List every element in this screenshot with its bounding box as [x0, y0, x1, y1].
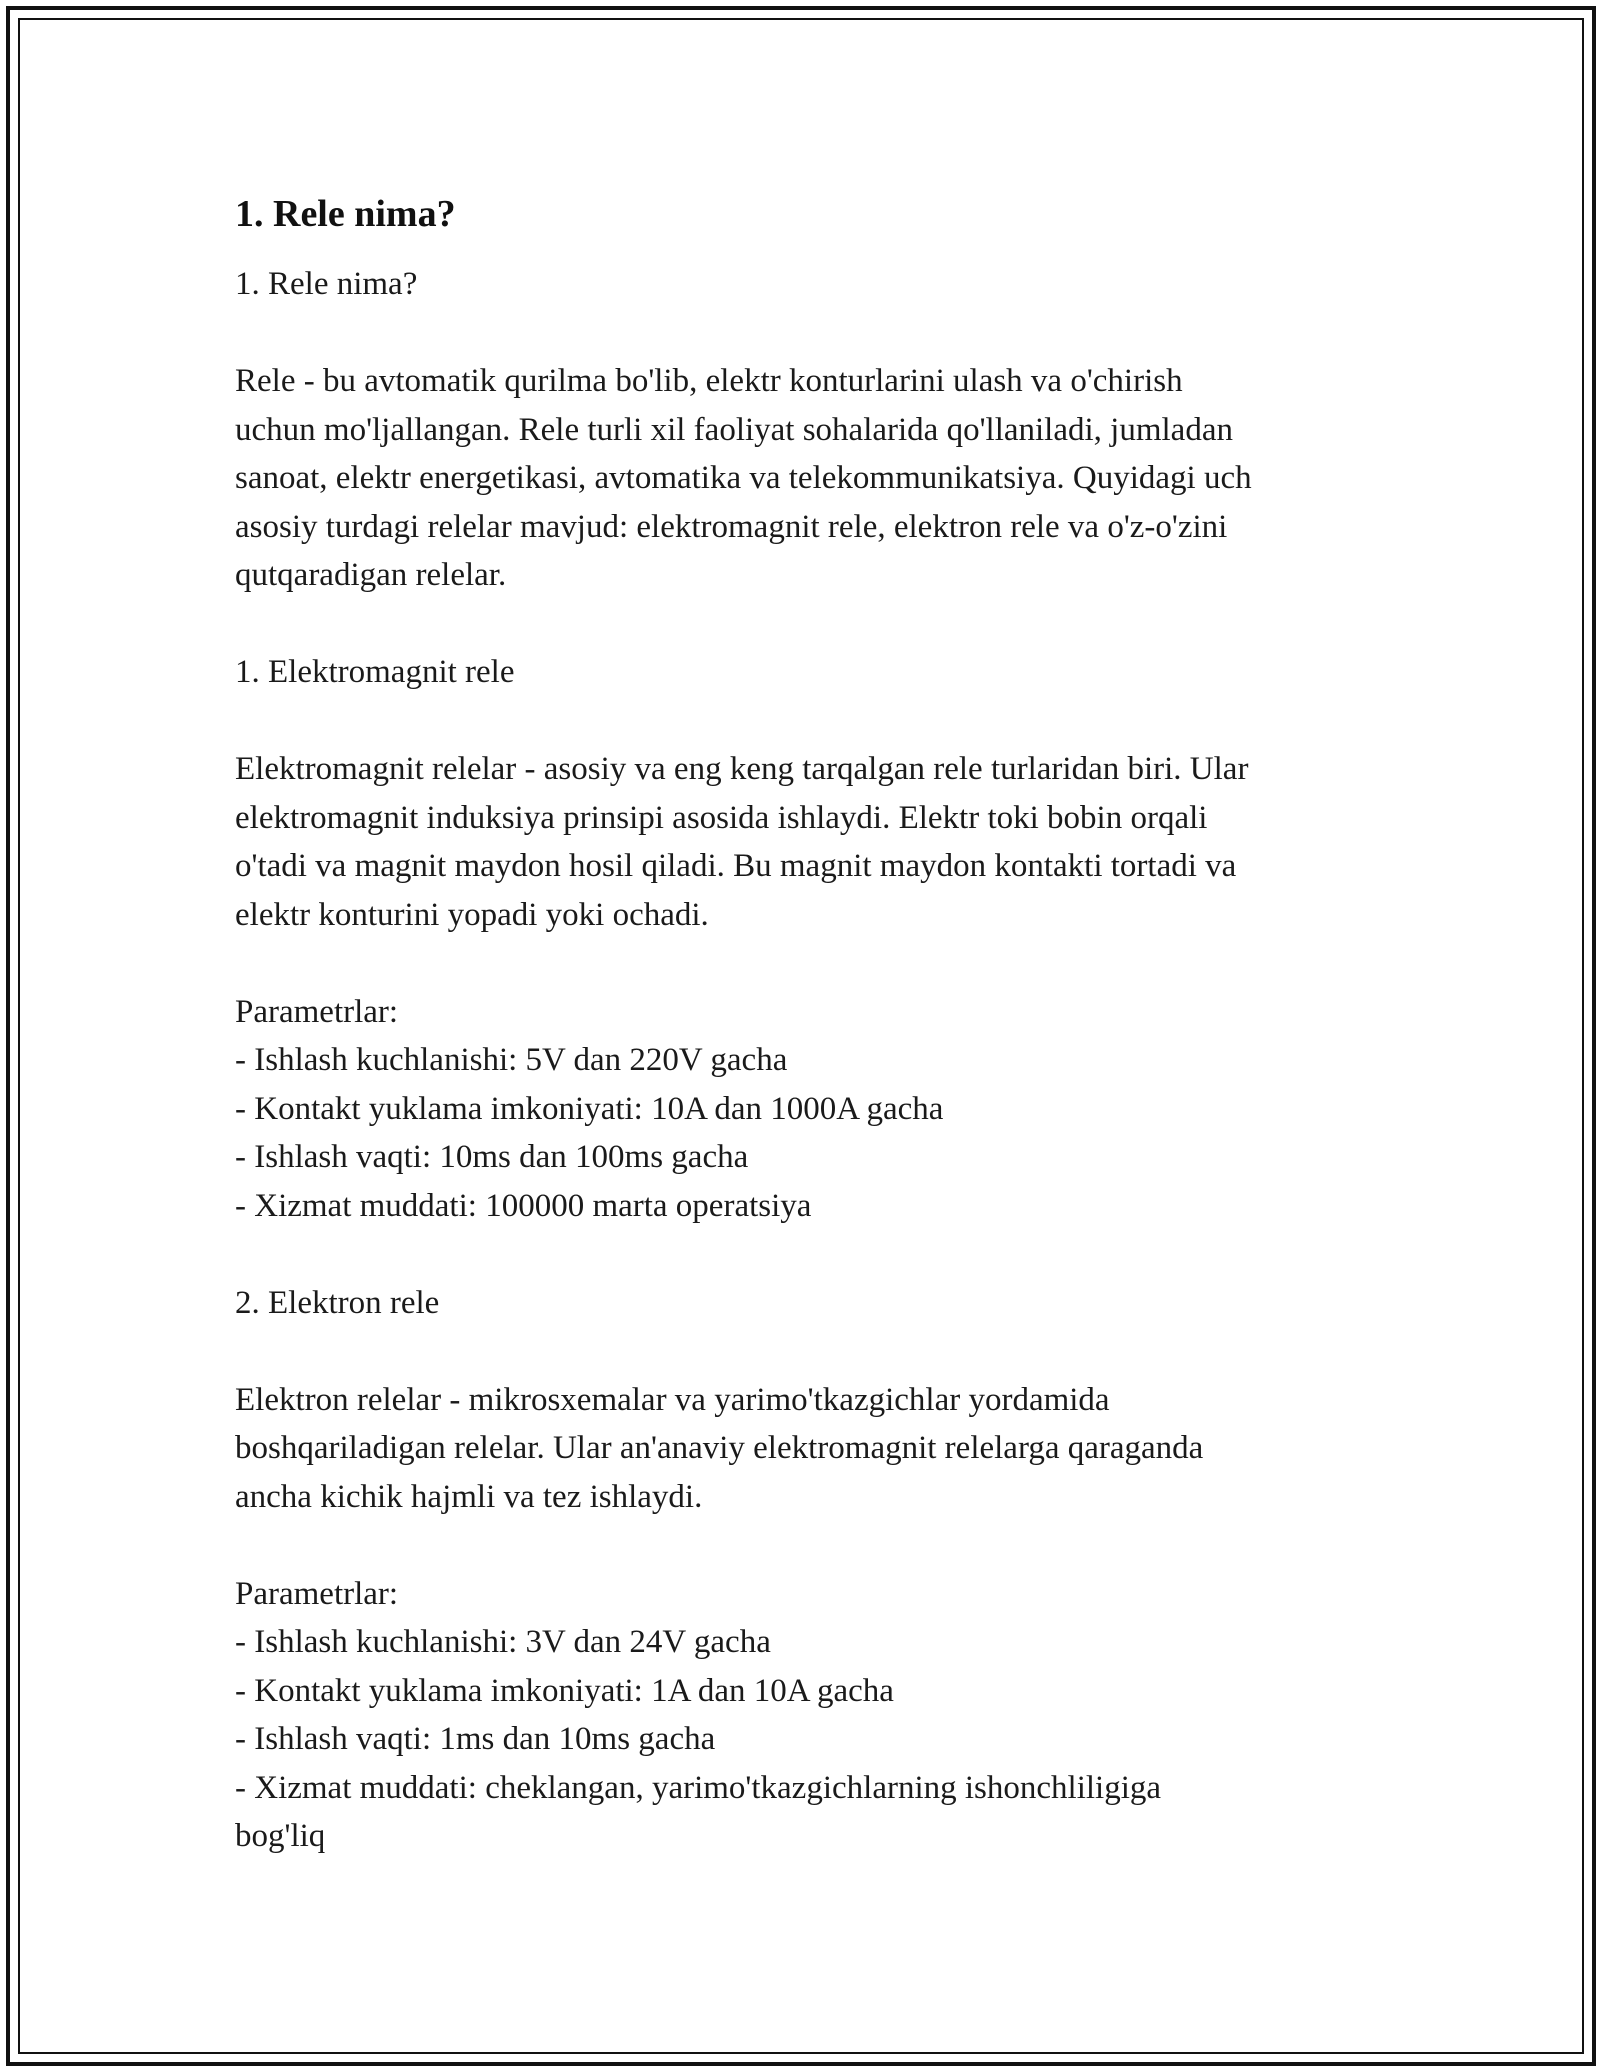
- paragraph-gap: [235, 939, 1385, 988]
- paragraph-gap: [235, 1327, 1385, 1376]
- section-heading-elektromagnit: 1. Elektromagnit rele: [235, 654, 515, 690]
- paragraph-gap: [235, 1521, 1385, 1570]
- paragraph-gap: [235, 1230, 1385, 1279]
- parameters-list-elektron: Parametrlar: - Ishlash kuchlanishi: 3V dan 24V gacha - Kontakt yuklama imkoniyati: 1A dan 10A gacha - Ishlash vaqti: 1ms dan 10ms gacha - Xizmat muddati: cheklangan, yarimo'tkazgichlarning ishonchliligiga bog'liq: [235, 1575, 1162, 1854]
- section-heading-elektron: 2. Elektron rele: [235, 1284, 440, 1321]
- paragraph-gap: [235, 309, 1385, 358]
- parameters-list-elektromagnit: Parametrlar: - Ishlash kuchlanishi: 5V dan 220V gacha - Kontakt yuklama imkoniyati: 10A dan 1000A gacha - Ishlash vaqti: 10ms dan 100ms gacha - Xizmat muddati: 100000 marta operatsiya: [235, 993, 944, 1224]
- paragraph-gap: [235, 600, 1385, 649]
- intro-heading: 1. Rele nima?: [235, 266, 418, 302]
- document-body: [235, 188, 1385, 1861]
- intro-paragraph: Rele - bu avtomatik qurilma bo'lib, elektr konturlarini ulash va o'chirish uchun mo'ljallangan. Rele turli xil faoliyat sohalarida qo'llaniladi, jumladan sanoat, elektr energetikasi, avtomatika va telekommunikatsiya. Quyidagi uch asosiy turdagi relelar mavjud: elektromagnit rele, elektron rele va o'z-o'zini qutqaradigan relelar.: [235, 363, 1252, 593]
- page-title: 1. Rele nima?: [235, 193, 456, 235]
- section-paragraph-elektromagnit: Elektromagnit relelar - asosiy va eng keng tarqalgan rele turlaridan biri. Ular elektromagnit induksiya prinsipi asosida ishlaydi. Elektr toki bobin orqali o'tadi va magnit maydon hosil qiladi. Bu magnit maydon kontakti tortadi va elektr konturini yopadi yoki ochadi.: [235, 751, 1249, 933]
- section-paragraph-elektron: Elektron relelar - mikrosxemalar va yarimo'tkazgichlar yordamida boshqariladigan relelar. Ular an'anaviy elektromagnit relelarga qaraganda ancha kichik hajmli va tez ishlaydi.: [235, 1381, 1204, 1515]
- paragraph-gap: [235, 697, 1385, 746]
